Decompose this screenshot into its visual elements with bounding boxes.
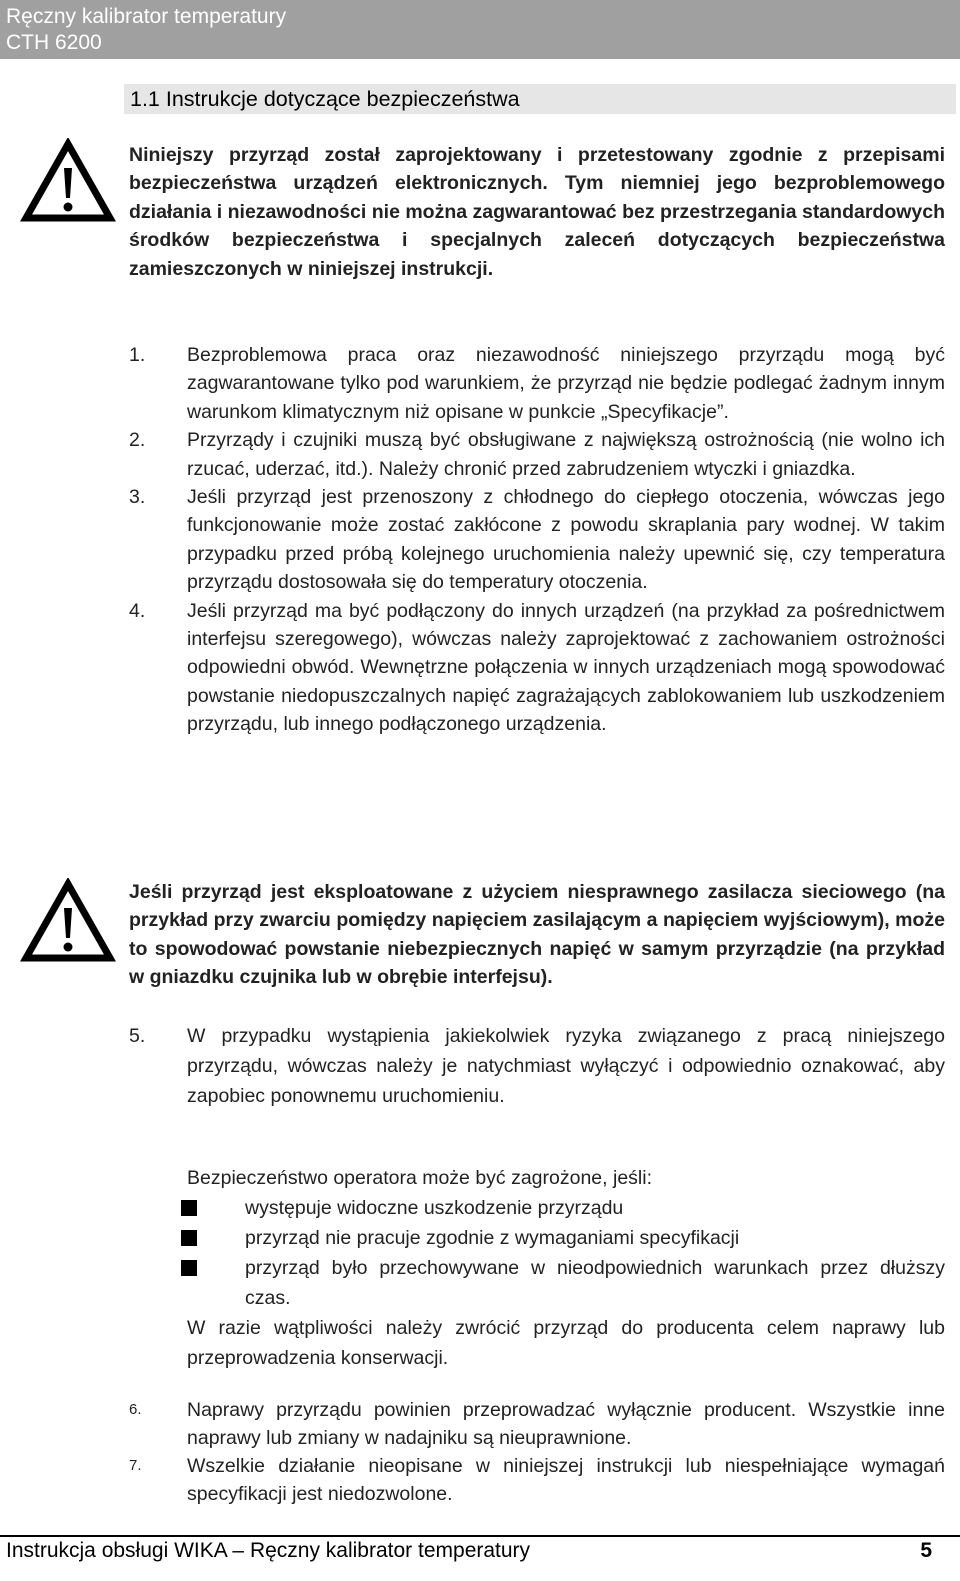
item-number: 4. [129,599,146,622]
item-number: 7. [129,1457,142,1474]
power-supply-warning: Jeśli przyrząd jest eksploatowane z użyciem niesprawnego zasilacza sieciowego (na przykład przy zwarciu pomiędzy napięciem zasilającym a napięciem wyjściowym), może to spowodować powstanie niebezpiecznych napięć w samym przyrządzie (na przykład w gniazdku czujnika lub w obrębie interfejsu). [129,881,945,989]
bullet-item [187,1253,945,1313]
bullet-text: przyrząd nie pracuje zgodnie z wymaganiami specyfikacji [245,1227,740,1249]
bullet-text: przyrząd było przechowywane w nieodpowiednich warunkach przez dłuższy czas. [245,1257,945,1309]
list-item [129,483,945,597]
header-model: CTH 6200 [6,31,102,54]
bullet-text: występuje widoczne uszkodzenie przyrządu [245,1197,624,1219]
item-number: 3. [129,486,146,509]
item-text: W przypadku wystąpienia jakiekolwiek ryzyka związanego z pracą niniejszego przyrządu, wówczas należy je natychmiast wyłączyć i odpowiednio oznakować, aby zapobiec ponownemu uruchomieniu. [187,1025,945,1107]
intro-paragraph: Niniejszy przyrząd został zaprojektowany i przetestowany zgodnie z przepisami bezpieczeństwa urządzeń elektronicznych. Tym niemniej jego bezproblemowego działania i niezawodności nie można zagwarantować bez przestrzegania standardowych środków bezpieczeństwa i specjalnych zaleceń dotyczących bezpieczeństwa zamieszczonych w niniejszej instrukcji. [129,144,945,280]
footer-text: Instrukcja obsługi WIKA – Ręczny kalibrator temperatury [6,1539,531,1562]
operator-safety-block [187,1163,945,1373]
item-text: Naprawy przyrządu powinien przeprowadzać wyłącznie producent. Wszystkie inne naprawy lub zmiany w nadajniku są nieuprawnione. [187,1399,945,1449]
list-item [129,1396,945,1452]
list-item [129,597,945,739]
list-item [129,341,945,426]
section-heading [124,84,956,114]
section-title: 1.1 Instrukcje dotyczące bezpieczeństwa [130,87,520,111]
item-number: 6. [129,1401,142,1418]
operator-lead: Bezpieczeństwo operatora może być zagrożone, jeśli: [187,1167,652,1189]
page-header [0,0,960,59]
item-text: Bezproblemowa praca oraz niezawodność niniejszego przyrządu mogą być zagwarantowane tylko pod warunkiem, że przyrząd nie będzie podlegać żadnym innym warunkom klimatycznym niż opisane w punkcie „Specyfikacje”. [187,344,945,423]
list-item [129,1452,945,1508]
item-text: Jeśli przyrząd ma być podłączony do innych urządzeń (na przykład za pośrednictwem interfejsu szeregowego), wówczas należy zaprojektować z zachowaniem ostrożności odpowiedni obwód. Wewnętrzne połączenia w innych urządzeniach mogą spowodować powstanie niedopuszczalnych napięć zagrażających zablokowaniem lub uszkodzeniem przyrządu, lub innego podłączonego urządzenia. [187,599,945,736]
bullet-square-icon [187,1223,245,1253]
list-item [129,426,945,483]
bullet-square-icon [187,1193,245,1223]
operator-closing: W razie wątpliwości należy zwrócić przyrząd do producenta celem naprawy lub przeprowadzenia konserwacji. [187,1317,945,1369]
safety-list-a [129,341,945,739]
warning-triangle-icon [20,878,116,964]
bullet-item [187,1193,945,1223]
header-title: Ręczny kalibrator temperatury [6,5,287,28]
item-text: Wszelkie działanie nieopisane w niniejszej instrukcji lub niespełniające wymagań specyfikacji jest niedozwolone. [187,1455,945,1505]
list-item [129,1021,945,1111]
item-text: Przyrządy i czujniki muszą być obsługiwane z największą ostrożnością (nie wolno ich rzucać, uderzać, itd.). Należy chronić przed zabrudzeniem wtyczki i gniazdka. [187,429,945,480]
item-number: 5. [129,1025,146,1047]
warning-triangle-icon [20,138,116,224]
item-text: Jeśli przyrząd jest przenoszony z chłodnego do ciepłego otoczenia, wówczas jego funkcjonowanie może zostać zakłócone z powodu skraplania pary wodnej. W takim przypadku przed próbą kolejnego uruchomienia należy upewnić się, czy temperatura przyrządu dostosowała się do temperatury otoczenia. [187,486,945,594]
page-number: 5 [920,1539,932,1562]
safety-list-b [129,1396,945,1508]
item-number: 1. [129,344,146,366]
safety-item-5 [129,1021,945,1111]
footer-divider [0,1535,960,1537]
bullet-square-icon [187,1253,245,1313]
item-number: 2. [129,429,146,452]
bullet-item [187,1223,945,1253]
